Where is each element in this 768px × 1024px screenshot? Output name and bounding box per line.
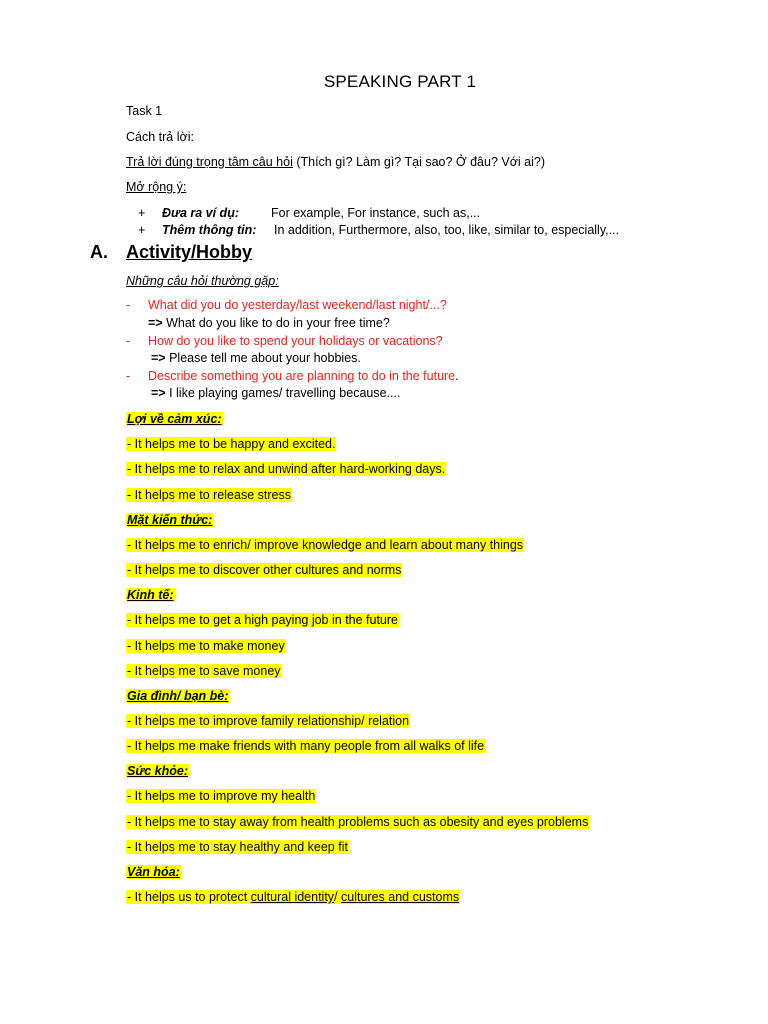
expand-bullet-2: +: [138, 223, 146, 237]
arrow-3: =>: [151, 386, 166, 400]
benefit-item: - It helps us to protect cultural identity/ cultures and customs: [127, 890, 460, 904]
benefit-item: - It helps me to get a high paying job in the future: [127, 613, 399, 627]
answer-focus-line: [126, 155, 545, 169]
question-3-tail: .: [455, 369, 459, 383]
expand-text-2: In addition, Furthermore, also, too, like, similar to, especially,...: [274, 223, 620, 237]
arrow-1: =>: [148, 316, 163, 330]
category-heading-culture: Văn hóa:: [127, 865, 180, 879]
question-dash-3: -: [126, 369, 131, 383]
category-heading-knowledge: Mặt kiến thức:: [127, 513, 213, 527]
question-1: What did you do yesterday/last weekend/last night/...?: [148, 298, 447, 312]
answer-2: [151, 351, 361, 365]
question-3-text: Describe something you are planning to do in the future: [148, 369, 456, 383]
section-a-heading: Activity/Hobby: [126, 242, 253, 262]
answer-focus-underlined: Trả lời đúng trọng tâm câu hỏi: [126, 155, 293, 169]
category-heading-family-friends: Gia đình/ bạn bè:: [127, 689, 229, 703]
benefit-item: - It helps me to discover other cultures and norms: [127, 563, 402, 577]
answer-1: [148, 316, 390, 330]
expand-text-1: For example, For instance, such as,...: [271, 206, 481, 220]
cultures-customs-text: cultures and customs: [341, 890, 460, 904]
answer-focus-rest: (Thích gì? Làm gì? Tại sao? Ở đâu? Với ai?): [292, 155, 546, 169]
expand-label: Mở rộng ý:: [126, 180, 187, 194]
arrow-2: =>: [151, 351, 166, 365]
benefit-item: - It helps me to make money: [127, 639, 285, 653]
category-heading-emotion: Lợi về cảm xúc:: [127, 412, 222, 426]
category-heading-economy: Kinh tế:: [127, 588, 174, 602]
benefit-item: - It helps me to release stress: [127, 488, 291, 502]
benefit-item: - It helps me to be happy and excited.: [127, 437, 336, 451]
page-title: SPEAKING PART 1: [323, 72, 477, 91]
common-questions-label: Những câu hỏi thường gặp:: [126, 274, 279, 288]
expand-label-1: Đưa ra ví dụ:: [162, 206, 239, 220]
benefit-item: - It helps me to stay away from health problems such as obesity and eyes problems: [127, 815, 589, 829]
task-label: Task 1: [126, 104, 163, 118]
benefit-item: - It helps me to improve family relationship/ relation: [127, 714, 410, 728]
benefit-item: - It helps me make friends with many people from all walks of life: [127, 739, 485, 753]
answer-3-text: I like playing games/ travelling because....: [165, 386, 401, 400]
benefit-item: - It helps me to improve my health: [127, 789, 316, 803]
expand-label-2: Thêm thông tin:: [162, 223, 257, 237]
cultural-identity-text: cultural identity: [250, 890, 335, 904]
answer-2-text: Please tell me about your hobbies.: [165, 351, 361, 365]
answer-3: [151, 386, 400, 400]
question-3: [148, 369, 459, 383]
benefit-item: - It helps me to stay healthy and keep fit: [127, 840, 348, 854]
benefit-item: - It helps me to enrich/ improve knowledge and learn about many things: [127, 538, 524, 552]
category-heading-health: Sức khỏe:: [127, 764, 189, 778]
question-dash-1: -: [126, 298, 131, 312]
benefit-item: - It helps me to relax and unwind after hard-working days.: [127, 462, 446, 476]
section-a-letter: A.: [90, 242, 108, 262]
how-to-answer-label: Cách trả lời:: [126, 130, 194, 144]
question-2: How do you like to spend your holidays or vacations?: [148, 334, 443, 348]
expand-bullet-1: +: [138, 206, 146, 220]
question-dash-2: -: [126, 334, 131, 348]
benefit-item: - It helps me to save money: [127, 664, 281, 678]
answer-1-text: What do you like to do in your free time?: [162, 316, 390, 330]
